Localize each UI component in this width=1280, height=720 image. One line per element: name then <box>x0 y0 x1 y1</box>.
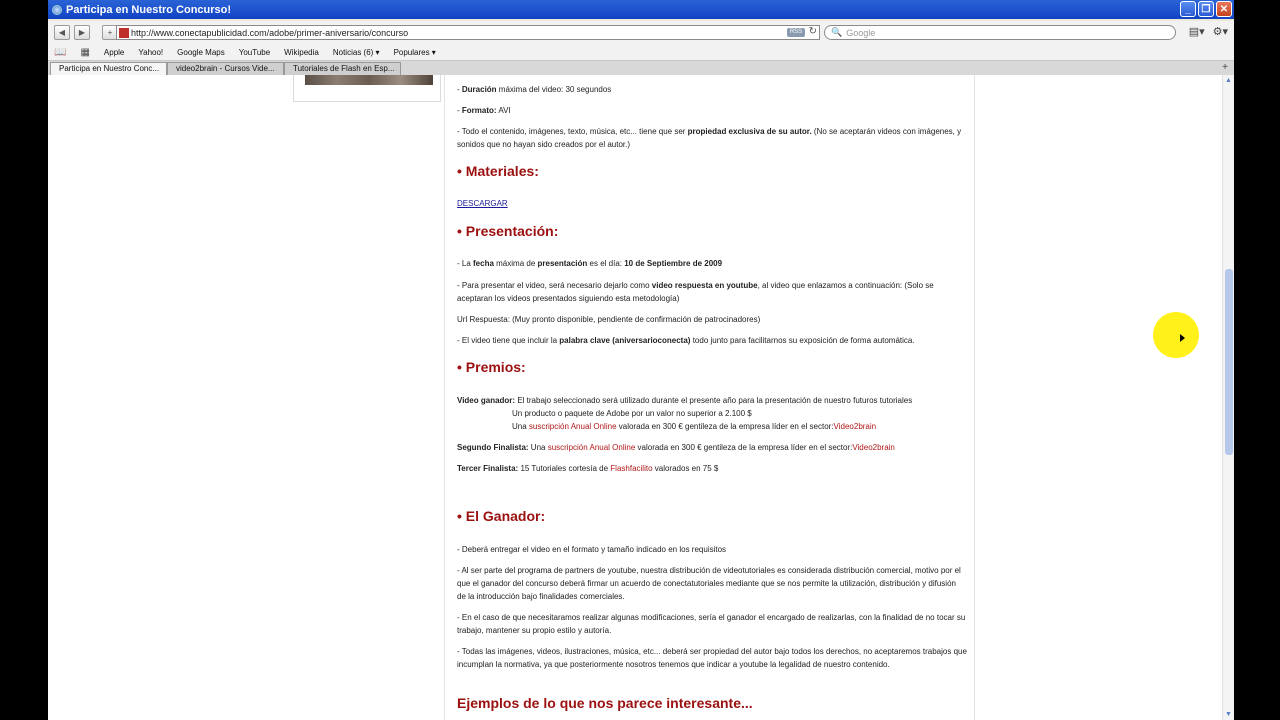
bookmark-yahoo[interactable]: Yahoo! <box>138 47 164 57</box>
title-bar <box>48 0 1234 19</box>
flashfacilito-link[interactable]: Flashfacilito <box>610 464 653 473</box>
search-placeholder: Google <box>846 27 876 38</box>
cursor-highlight <box>1153 312 1199 358</box>
bookmark-populares[interactable]: Populares ▾ <box>393 47 436 57</box>
rss-icon[interactable]: RSS <box>787 28 805 37</box>
video2brain-link[interactable]: Video2brain <box>833 422 877 431</box>
scroll-up-icon[interactable]: ▲ <box>1225 77 1232 84</box>
grid-icon[interactable]: ▦ <box>80 46 90 58</box>
heading-el-ganador: • El Ganador: <box>457 508 546 524</box>
heading-premios: • Premios: <box>457 359 526 375</box>
video2brain-link-2[interactable]: Video2brain <box>852 443 895 452</box>
ganador-req-2: - Al ser parte del programa de partners de youtube, nuestra distribución de videotutoriales es considerada distribución comercial, motivo por el que el ganador del concurso deberá firmar un acuerdo de conectatutoriales mediante que se nos permite la utilización, distribución y difusión de la introducción bajo finalidades comerciales. <box>457 566 961 601</box>
tab-concurso[interactable]: Participa en Nuestro Conc... <box>50 62 167 75</box>
minimize-button[interactable]: _ <box>1180 1 1196 17</box>
new-tab-button[interactable]: + <box>1222 62 1228 73</box>
bookmarks-bar <box>48 44 1234 61</box>
search-icon: 🔍 <box>831 27 843 37</box>
suscripcion-link[interactable]: suscripción Anual Online <box>528 422 617 431</box>
ganador-producto-line: Un producto o paquete de Adobe por un valor no superior a 2.100 $ <box>512 409 752 418</box>
tab-tutoriales-flash[interactable]: Tutoriales de Flash en Esp... <box>284 62 401 75</box>
back-button[interactable]: ◀ <box>54 25 70 40</box>
window-title: Participa en Nuestro Concurso! <box>66 3 232 16</box>
presentar-paragraph: - Para presentar el video, será necesario dejarlo como video respuesta en youtube, al video que enlazamos a continuación: (Solo se aceptaran los videos presentados siguiendo esta metodología) <box>457 281 934 303</box>
heading-ejemplos: Ejemplos de lo que nos parece interesante... <box>457 695 753 711</box>
url-respuesta-line: Url Respuesta: (Muy pronto disponible, pendiente de confirmación de patrocinadores) <box>457 315 761 324</box>
formato-line: - Formato: AVI <box>457 106 511 115</box>
page-menu-icon[interactable]: ▤▾ <box>1188 26 1205 38</box>
ganador-suscripcion-line: Una suscripción Anual Online valorada en 300 € gentileza de la empresa líder en el sector:Video2brain <box>512 422 877 431</box>
mouse-pointer-icon <box>1180 334 1185 342</box>
suscripcion-link-2[interactable]: suscripción Anual Online <box>547 443 636 452</box>
tab-video2brain[interactable]: video2brain - Cursos Vide... <box>167 62 284 75</box>
browser-app-icon <box>52 5 62 15</box>
palabra-clave-line: - El video tiene que incluir la palabra clave (aniversarioconecta) todo junto para facilitarnos su exposición de forma automática. <box>457 336 915 345</box>
contenido-paragraph: - Todo el contenido, imágenes, texto, música, etc... tiene que ser propiedad exclusiva de su autor. (No se aceptarán videos con imágenes, y sonidos que no hayan sido creados por el autor.) <box>457 127 962 149</box>
content-divider-right <box>974 75 975 720</box>
scroll-down-icon[interactable]: ▼ <box>1225 711 1232 718</box>
scrollbar-thumb[interactable] <box>1225 269 1233 455</box>
ganador-req-4: - Todas las imágenes, videos, ilustraciones, música, etc... deberá ser propiedad del autor bajo todos los derechos, no aceptaremos trabajos que incumplan la normativa, ya que posteriormente nosotros tenemos que indicar a youtube la legalidad de nuestro contenido. <box>457 647 967 669</box>
content-divider-left <box>444 75 445 720</box>
site-favicon <box>119 28 129 38</box>
sidebar-thumbnail-image[interactable] <box>305 75 433 85</box>
bookmark-google-maps[interactable]: Google Maps <box>177 47 225 57</box>
tab-bar <box>48 61 1234 75</box>
fecha-line: - La fecha máxima de presentación es el día: 10 de Septiembre de 2009 <box>457 259 723 268</box>
duracion-line: - Duración máxima del video: 30 segundos <box>457 85 612 94</box>
segundo-finalista-line: Segundo Finalista: Una suscripción Anual Online valorada en 300 € gentileza de la empresa líder en el sector:Video2brain <box>457 443 895 452</box>
reload-icon[interactable]: ↻ <box>808 26 817 37</box>
address-bar[interactable] <box>116 25 820 40</box>
search-input[interactable] <box>824 25 1176 40</box>
forward-button[interactable]: ▶ <box>74 25 90 40</box>
sidebar-thumbnail-box <box>293 75 441 102</box>
heading-materiales: • Materiales: <box>457 163 539 179</box>
bookmark-wikipedia[interactable]: Wikipedia <box>284 47 319 57</box>
browser-window <box>48 0 1234 720</box>
bookmark-apple[interactable]: Apple <box>103 47 125 57</box>
add-bookmark-button[interactable]: + <box>102 25 118 40</box>
ganador-req-3: - En el caso de que necesitaramos realizar algunas modificaciones, sería el ganador el encargado de realizarlas, con la finalidad de no tocar su trabajo, mantener su propio estilo y autoría. <box>457 613 966 635</box>
maximize-button[interactable]: ❐ <box>1198 1 1214 17</box>
tercer-finalista-line: Tercer Finalista: 15 Tutoriales cortesía de Flashfacilito valorados en 75 $ <box>457 464 719 473</box>
bookmark-youtube[interactable]: YouTube <box>238 47 271 57</box>
url-text: http://www.conectapublicidad.com/adobe/primer-aniversario/concurso <box>131 27 409 38</box>
heading-presentacion: • Presentación: <box>457 223 559 239</box>
bookmark-noticias[interactable]: Noticias (6) ▾ <box>332 47 380 57</box>
vertical-scrollbar[interactable] <box>1222 75 1234 720</box>
close-button[interactable]: ✕ <box>1216 1 1232 17</box>
descargar-link[interactable]: DESCARGAR <box>457 199 508 208</box>
gear-icon[interactable]: ⚙▾ <box>1212 26 1228 38</box>
ganador-line: Video ganador: El trabajo seleccionado será utilizado durante el presente año para la presentación de nuestro futuros tutoriales <box>457 396 913 405</box>
book-icon[interactable]: 📖 <box>54 46 67 58</box>
web-page <box>48 75 1222 720</box>
ganador-req-1: - Deberá entregar el video en el formato y tamaño indicado en los requisitos <box>457 545 727 554</box>
